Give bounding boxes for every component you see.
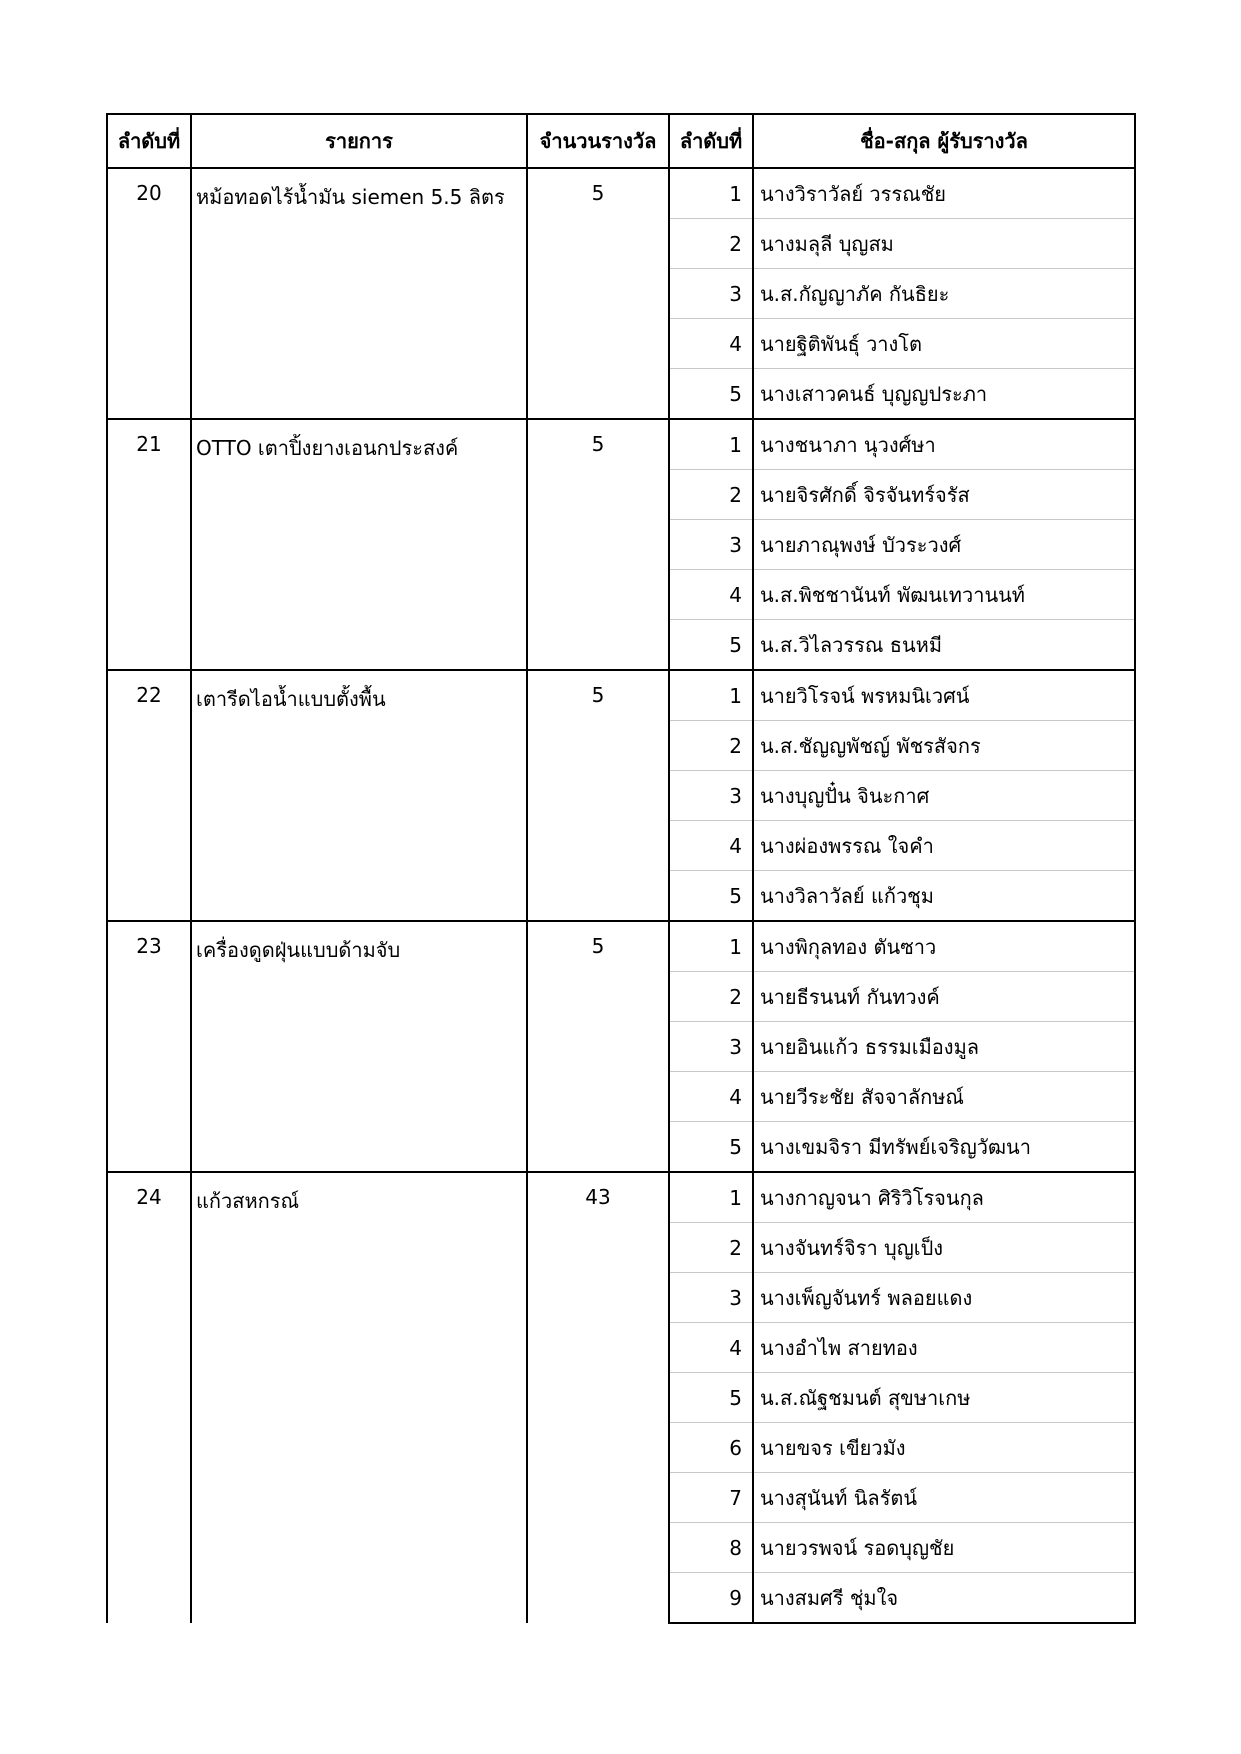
table-row (107, 419, 1135, 470)
winner-seq: 7 (669, 1473, 753, 1523)
header-name: ชื่อ-สกุล ผู้รับรางวัล (753, 114, 1135, 168)
award-number: 22 (107, 670, 191, 921)
award-quantity: 5 (527, 419, 669, 670)
winner-seq: 3 (669, 1022, 753, 1072)
award-number: 23 (107, 921, 191, 1172)
winner-seq: 4 (669, 821, 753, 871)
winner-seq: 5 (669, 1373, 753, 1423)
winner-name: นายขจร เขียวมัง (753, 1423, 1135, 1473)
winner-seq: 4 (669, 1323, 753, 1373)
winner-name: นางผ่องพรรณ ใจคำ (753, 821, 1135, 871)
winner-name: น.ส.ชัญญพัชญ์ พัชรสัจกร (753, 721, 1135, 771)
winner-name: น.ส.ณัฐชมนต์ สุขษาเกษ (753, 1373, 1135, 1423)
header-row (107, 114, 1135, 168)
winner-name: นางสุนันท์ นิลรัตน์ (753, 1473, 1135, 1523)
award-quantity: 43 (527, 1172, 669, 1623)
winner-name: นายวรพจน์ รอดบุญชัย (753, 1523, 1135, 1573)
winner-seq: 1 (669, 419, 753, 470)
award-item: OTTO เตาปิ้งยางเอนกประสงค์ (191, 419, 527, 670)
winner-name: น.ส.พิชชานันท์ พัฒนเทวานนท์ (753, 570, 1135, 620)
award-quantity: 5 (527, 921, 669, 1172)
winner-seq: 5 (669, 620, 753, 671)
award-item: เครื่องดูดฝุ่นแบบด้ามจับ (191, 921, 527, 1172)
winner-seq: 2 (669, 721, 753, 771)
header-no: ลำดับที่ (107, 114, 191, 168)
award-number: 24 (107, 1172, 191, 1623)
table-row (107, 1172, 1135, 1223)
winner-name: น.ส.วิไลวรรณ ธนหมี (753, 620, 1135, 671)
winner-name: นายวิโรจน์ พรหมนิเวศน์ (753, 670, 1135, 721)
table-row (107, 921, 1135, 972)
winner-name: นางเพ็ญจันทร์ พลอยแดง (753, 1273, 1135, 1323)
winner-seq: 2 (669, 1223, 753, 1273)
winner-name: นางพิกุลทอง ตันซาว (753, 921, 1135, 972)
award-quantity: 5 (527, 670, 669, 921)
winner-name: นางวิลาวัลย์ แก้วชุม (753, 871, 1135, 922)
winner-seq: 3 (669, 1273, 753, 1323)
winner-seq: 1 (669, 168, 753, 219)
winner-name: นางมลุลี บุญสม (753, 219, 1135, 269)
header-seq: ลำดับที่ (669, 114, 753, 168)
table-row (107, 670, 1135, 721)
winner-seq: 2 (669, 470, 753, 520)
award-number: 20 (107, 168, 191, 419)
winner-name: นายธีรนนท์ กันทวงค์ (753, 972, 1135, 1022)
winner-seq: 3 (669, 520, 753, 570)
award-number: 21 (107, 419, 191, 670)
header-item: รายการ (191, 114, 527, 168)
winner-name: นายวีระชัย สัจจาลักษณ์ (753, 1072, 1135, 1122)
award-item: หม้อทอดไร้น้ำมัน siemen 5.5 ลิตร (191, 168, 527, 419)
award-body (107, 168, 1135, 1623)
winner-seq: 5 (669, 369, 753, 420)
winner-name: น.ส.กัญญาภัค กันธิยะ (753, 269, 1135, 319)
winner-name: นายอินแก้ว ธรรมเมืองมูล (753, 1022, 1135, 1072)
winner-seq: 4 (669, 319, 753, 369)
winner-name: นางกาญจนา ศิริวิโรจนกุล (753, 1172, 1135, 1223)
winner-seq: 8 (669, 1523, 753, 1573)
award-list-sheet (106, 113, 1136, 1624)
winner-seq: 1 (669, 1172, 753, 1223)
winner-seq: 2 (669, 219, 753, 269)
award-item: แก้วสหกรณ์ (191, 1172, 527, 1623)
winner-seq: 5 (669, 1122, 753, 1173)
winner-seq: 9 (669, 1573, 753, 1624)
winner-name: นางเขมจิรา มีทรัพย์เจริญวัฒนา (753, 1122, 1135, 1173)
winner-name: นายจิรศักดิ์ จิรจันทร์จรัส (753, 470, 1135, 520)
winner-seq: 2 (669, 972, 753, 1022)
winner-seq: 5 (669, 871, 753, 922)
winner-name: นางชนาภา นุวงศ์ษา (753, 419, 1135, 470)
winner-name: นางวิราวัลย์ วรรณชัย (753, 168, 1135, 219)
winner-name: นางอำไพ สายทอง (753, 1323, 1135, 1373)
winner-seq: 3 (669, 771, 753, 821)
award-item: เตารีดไอน้ำแบบตั้งพื้น (191, 670, 527, 921)
winner-seq: 1 (669, 670, 753, 721)
winner-name: นางเสาวคนธ์ บุญญประภา (753, 369, 1135, 420)
table-row (107, 168, 1135, 219)
winner-name: นางสมศรี ชุ่มใจ (753, 1573, 1135, 1624)
winner-name: นางจันทร์จิรา บุญเป็ง (753, 1223, 1135, 1273)
header-quantity: จำนวนรางวัล (527, 114, 669, 168)
winner-seq: 6 (669, 1423, 753, 1473)
winner-seq: 4 (669, 1072, 753, 1122)
award-quantity: 5 (527, 168, 669, 419)
winner-seq: 1 (669, 921, 753, 972)
winner-name: นางบุญปั๋น จินะกาศ (753, 771, 1135, 821)
award-winners-table (106, 113, 1136, 1624)
winner-name: นายฐิติพันธุ์ วางโต (753, 319, 1135, 369)
winner-name: นายภาณุพงษ์ บัวระวงศ์ (753, 520, 1135, 570)
winner-seq: 4 (669, 570, 753, 620)
winner-seq: 3 (669, 269, 753, 319)
